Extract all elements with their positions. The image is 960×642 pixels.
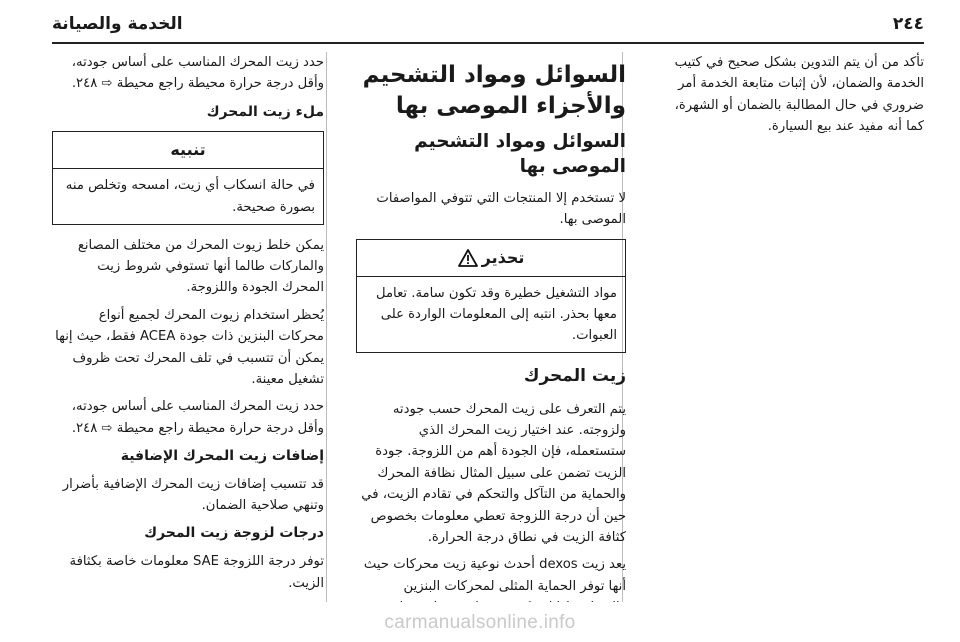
- warning-body: مواد التشغيل خطيرة وقد تكون سامة. تعامل معها بحذر. انتبه إلى المعلومات الواردة على العبوات.: [376, 285, 617, 344]
- warning-header: [357, 240, 625, 277]
- engine-oil-paragraph-1: يتم التعرف على زيت المحرك حسب جودته ولزوجته. عند اختيار زيت المحرك الذي ستستعمله، فإن الجودة أهم من اللزوجة. جودة الزيت تضمن على سبيل المثال نظافة المحرك والحماية من التآكل والتحكم في تقادم الزيت، في حين أن درجة اللزوجة تعطي معلومات بخصوص كثافة الزيت في نطاق درجة الحرارة.: [361, 401, 626, 545]
- header-rule: [52, 42, 924, 44]
- notice-header: [53, 132, 323, 169]
- reference-arrow-icon: ⇨: [101, 420, 113, 436]
- engine-oil-paragraph-2: يعد زيت dexos أحدث نوعية زيت محركات حيث أنها توفر الحماية المثلى لمحركات البنزين: [363, 557, 626, 594]
- refill-heading: ملء زيت المحرك: [206, 103, 324, 120]
- page-header: [52, 0, 924, 34]
- oil-selection-text-2: حدد زيت المحرك المناسب على أساس جودته، وأقل درجة حرارة محيطة: [71, 399, 324, 436]
- middle-column: [356, 52, 626, 602]
- viscosity-heading: درجات لزوجة زيت المحرك: [144, 525, 324, 542]
- notice-box: [52, 131, 324, 224]
- sub-heading: السوائل ومواد التشحيم الموصى بها: [414, 131, 626, 178]
- warning-box: [356, 239, 626, 353]
- service-booklet-paragraph: تأكد من أن يتم التدوين بشكل صحيح في كتيب الخدمة والضمان، لأن إثبات متابعة الخدمة أمر ضروري في حال المطالبة بالضمان أو الشهرة، كما أنه مفيد عند بيع السيارة.: [674, 55, 924, 135]
- oil-selection-paragraph: حدد زيت المحرك المناسب على أساس جودته، وأقل درجة حرارة محيطة راجع محيطة ⇨ ٢٤٨.: [71, 55, 324, 92]
- warning-triangle-icon: [458, 249, 478, 267]
- column-divider: [326, 52, 327, 602]
- viscosity-paragraph-2: [52, 600, 324, 602]
- mixing-paragraph: يمكن خلط زيوت المحرك من مختلف المصانع والماركات طالما أنها تستوفي شروط زيت المحرك الجودة واللزوجة.: [77, 237, 324, 296]
- left-column: [52, 52, 324, 602]
- page-number: ٢٤٤: [892, 14, 924, 34]
- additives-paragraph: قد تتسبب إضافات زيت المحرك الإضافية بأضرار وتنهي صلاحية الضمان.: [62, 476, 324, 514]
- watermark: carmanualsonline.info: [384, 612, 576, 633]
- acea-paragraph: يُحظر استخدام زيوت المحرك لجميع أنواع محركات البنزين ذات جودة ACEA فقط، حيث إنها يمكن أن تتسبب في تلف المحرك تحت ظروف تشغيل معينة.: [55, 307, 324, 387]
- reference-label: راجع محيطة: [116, 420, 184, 436]
- reference-page-link[interactable]: ٢٤٨: [76, 420, 98, 436]
- reference-arrow-icon: ⇨: [101, 76, 113, 92]
- viscosity-paragraph-1: توفر درجة اللزوجة SAE معلومات خاصة بكثافة الزيت.: [69, 554, 324, 591]
- chapter-title: الخدمة والصيانة: [52, 14, 183, 34]
- notice-title: تنبيه: [170, 140, 206, 160]
- oil-selection-paragraph-2: حدد زيت المحرك المناسب على أساس جودته، وأقل درجة حرارة محيطة راجع محيطة ⇨ ٢٤٨.: [71, 399, 324, 436]
- right-column: [654, 52, 924, 602]
- intro-paragraph: لا تستخدم إلا المنتجات التي تتوفي المواصفات الموصى بها.: [376, 191, 626, 228]
- oil-selection-text: حدد زيت المحرك المناسب على أساس جودته، وأقل درجة حرارة محيطة: [71, 55, 324, 92]
- notice-body: في حالة انسكاب أي زيت، امسحه وتخلص منه بصورة صحيحة.: [65, 178, 315, 215]
- warning-title: تحذير: [481, 247, 525, 267]
- main-heading: السوائل ومواد التشحيم والأجزاء الموصى بها: [362, 62, 626, 120]
- additives-heading: إضافات زيت المحرك الإضافية: [120, 448, 324, 465]
- engine-oil-heading: زيت المحرك: [523, 366, 626, 387]
- reference-page-link[interactable]: ٢٤٨: [76, 76, 98, 92]
- reference-label: راجع محيطة: [116, 76, 184, 92]
